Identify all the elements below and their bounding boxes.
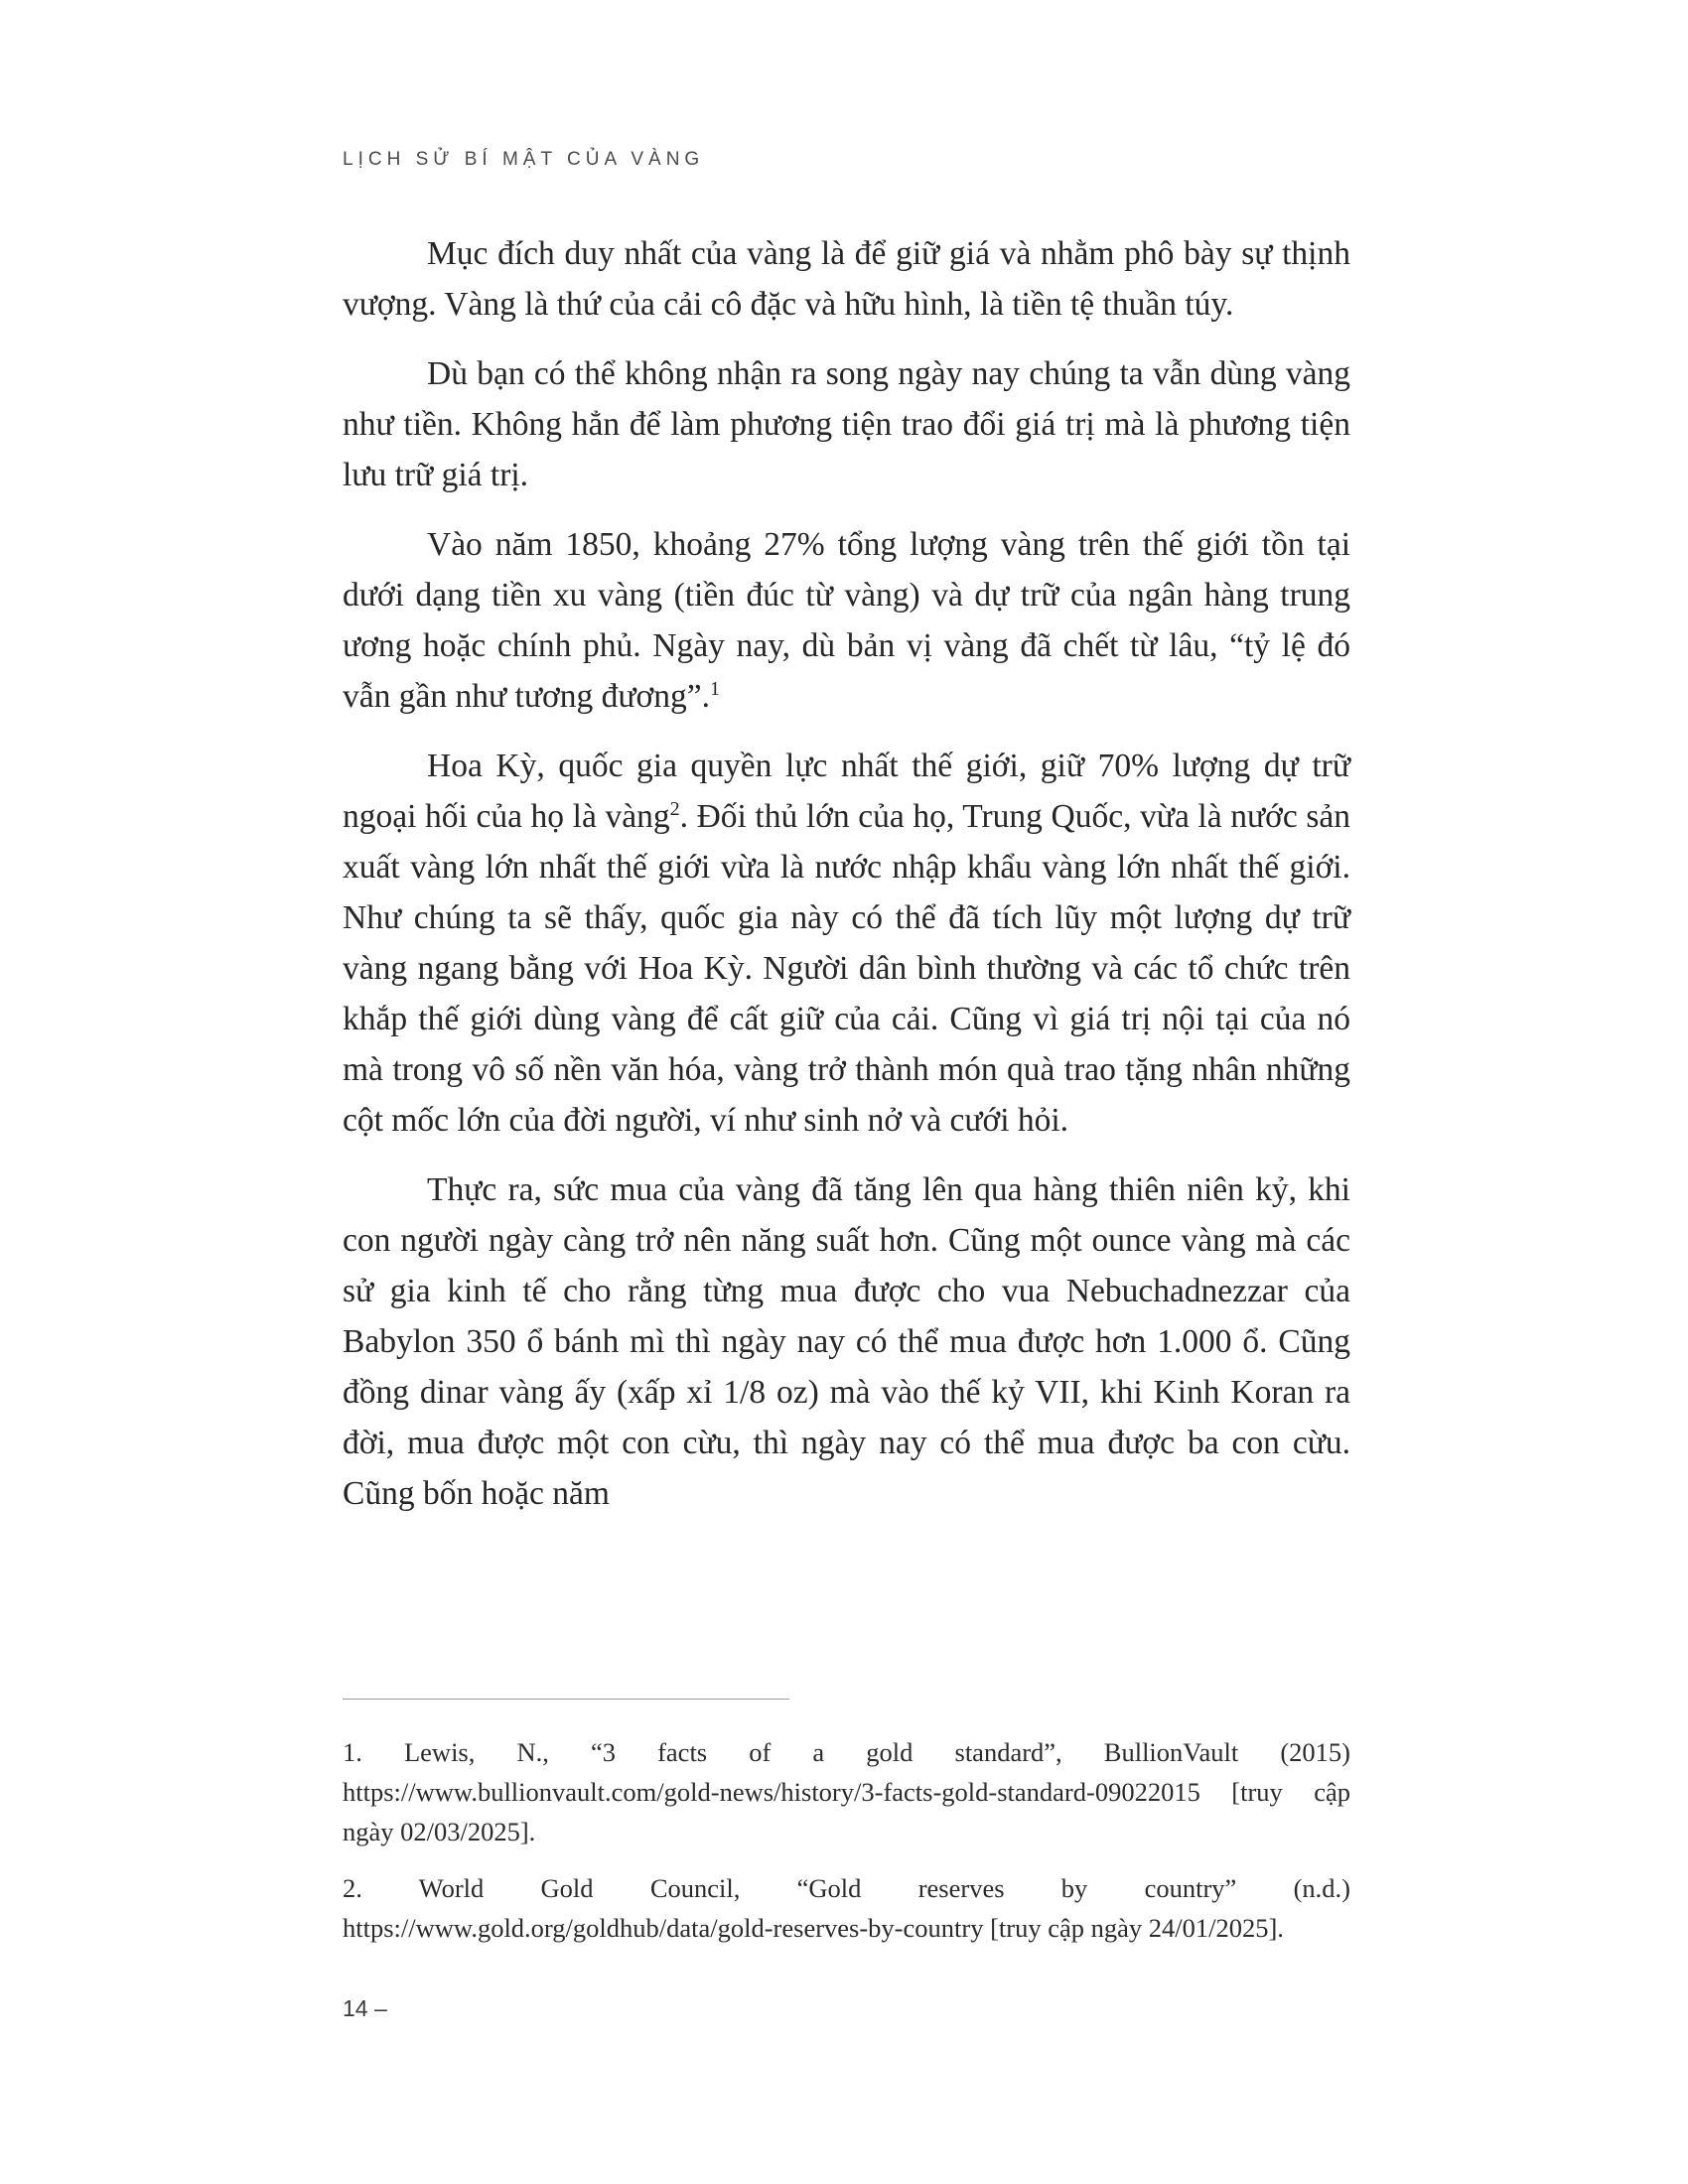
paragraph-text: Hoa Kỳ, quốc gia quyền lực nhất thế giới, giữ 70% lượng dự trữ ngoại hối của họ là vàng (343, 748, 1350, 835)
paragraph: Dù bạn có thể không nhận ra song ngày nay chúng ta vẫn dùng vàng như tiền. Không hẳn để làm phương tiện trao đổi giá trị mà là phương tiện lưu trữ giá trị. (343, 355, 1350, 493)
footnote-ref-2[interactable]: 2 (669, 797, 680, 820)
footnote-1: 1. Lewis, N., “3 facts of a gold standard”, BullionVault (2015) https://www.bullionvault.com/gold-news/history/3-facts-gold-standard-09022015 [truy cập ngày 02/03/2025]. (343, 1737, 1350, 1846)
running-header: LỊCH SỬ BÍ MẬT CỦA VÀNG (343, 149, 705, 170)
footnote-ref-1[interactable]: 1 (709, 677, 720, 700)
page-number: 14 – (343, 1995, 387, 2021)
paragraph: Thực ra, sức mua của vàng đã tăng lên qua hàng thiên niên kỷ, khi con người ngày càng trở nên năng suất hơn. Cũng một ounce vàng mà các sử gia kinh tế cho rằng từng mua được cho vua Nebuchadnezzar của Babylon 350 ổ bánh mì thì ngày nay có thể mua được hơn 1.000 ổ. Cũng đồng dinar vàng ấy (xấp xỉ 1/8 oz) mà vào thế kỷ VII, khi Kinh Koran ra đời, mua được một con cừu, thì ngày nay có thể mua được ba con cừu. Cũng bốn hoặc năm (343, 1171, 1350, 1512)
paragraph: Mục đích duy nhất của vàng là để giữ giá và nhằm phô bày sự thịnh vượng. Vàng là thứ của cải cô đặc và hữu hình, là tiền tệ thuần túy. (343, 235, 1350, 323)
footnote-2: 2. World Gold Council, “Gold reserves by country” (n.d.) https://www.gold.org/goldhub/data/gold-reserves-by-country [truy cập ngày 24/01/2025]. (343, 1873, 1350, 1943)
footnotes (343, 1732, 1350, 1965)
footnote-divider (343, 1699, 789, 1700)
paragraph-text: . Đối thủ lớn của họ, Trung Quốc, vừa là nước sản xuất vàng lớn nhất thế giới vừa là nước nhập khẩu vàng lớn nhất thế giới. Như chúng ta sẽ thấy, quốc gia này có thể đã tích lũy một lượng dự trữ vàng ngang bằng với Hoa Kỳ. Người dân bình thường và các tổ chức trên khắp thế giới dùng vàng để cất giữ của cải. Cũng vì giá trị nội tại của nó mà trong vô số nền văn hóa, vàng trở thành món quà trao tặng nhân những cột mốc lớn của đời người, ví như sinh nở và cưới hỏi. (343, 798, 1350, 1139)
main-text (343, 228, 1350, 1538)
paragraph (343, 519, 1350, 722)
paragraph (343, 741, 1350, 1146)
paragraph-text: Vào năm 1850, khoảng 27% tổng lượng vàng trên thế giới tồn tại dưới dạng tiền xu vàng (tiền đúc từ vàng) và dự trữ của ngân hàng trung ương hoặc chính phủ. Ngày nay, dù bản vị vàng đã chết từ lâu, “tỷ lệ đó vẫn gần như tương đương”. (343, 526, 1350, 715)
